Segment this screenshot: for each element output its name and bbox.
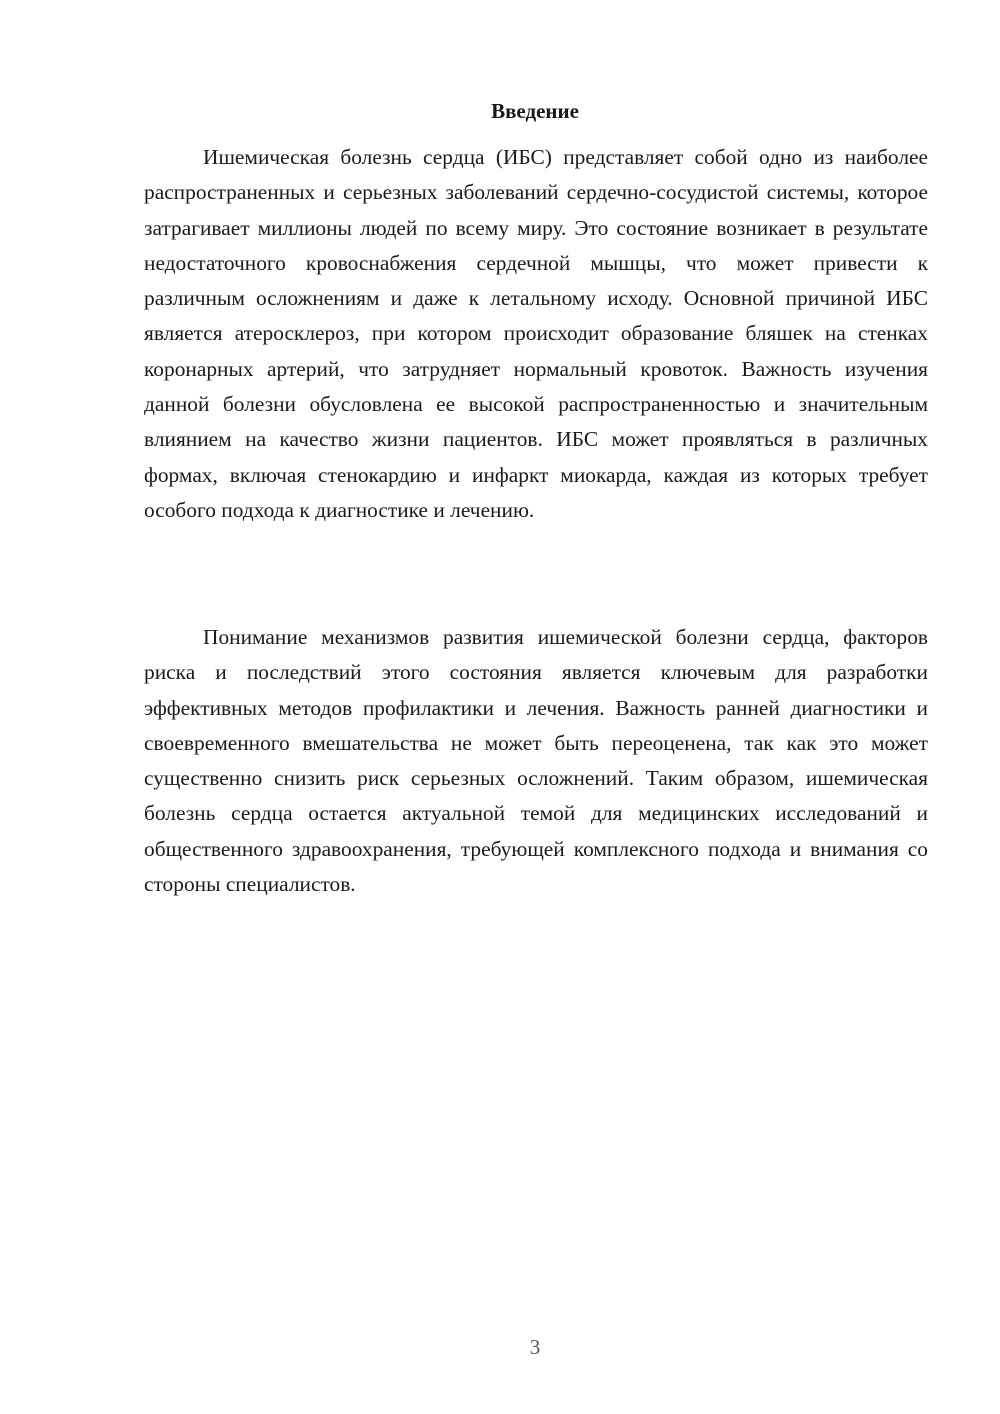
paragraph-introduction: Ишемическая болезнь сердца (ИБС) представляет собой одно из наиболее распространенных и серьезных заболеваний сердечно-сосудистой системы, которое затрагивает миллионы людей по всему миру. Это состояние возникает в результате недостаточного кровоснабжения сердечной мышцы, что может привести к различным осложнениям и даже к летальному исходу. Основной причиной ИБС является атеросклероз, при котором происходит образование бляшек на стенках коронарных артерий, что затрудняет нормальный кровоток. Важность изучения данной болезни обусловлена ее высокой распространенностью и значительным влиянием на качество жизни пациентов. ИБС может проявляться в различных формах, включая стенокардию и инфаркт миокарда, каждая из которых требует особого подхода к диагностике и лечению. [144, 145, 928, 522]
paragraph-importance: Понимание механизмов развития ишемической болезни сердца, факторов риска и последствий этого состояния является ключевым для разработки эффективных методов профилактики и лечения. Важность ранней диагностики и своевременного вмешательства не может быть переоценена, так как это может существенно снизить риск серьезных осложнений. Таким образом, ишемическая болезнь сердца остается актуальной темой для медицинских исследований и общественного здравоохранения, требующей комплексного подхода и внимания со стороны специалистов. [144, 625, 928, 897]
section-heading: Введение [491, 99, 579, 123]
page-number: 3 [529, 1335, 541, 1359]
